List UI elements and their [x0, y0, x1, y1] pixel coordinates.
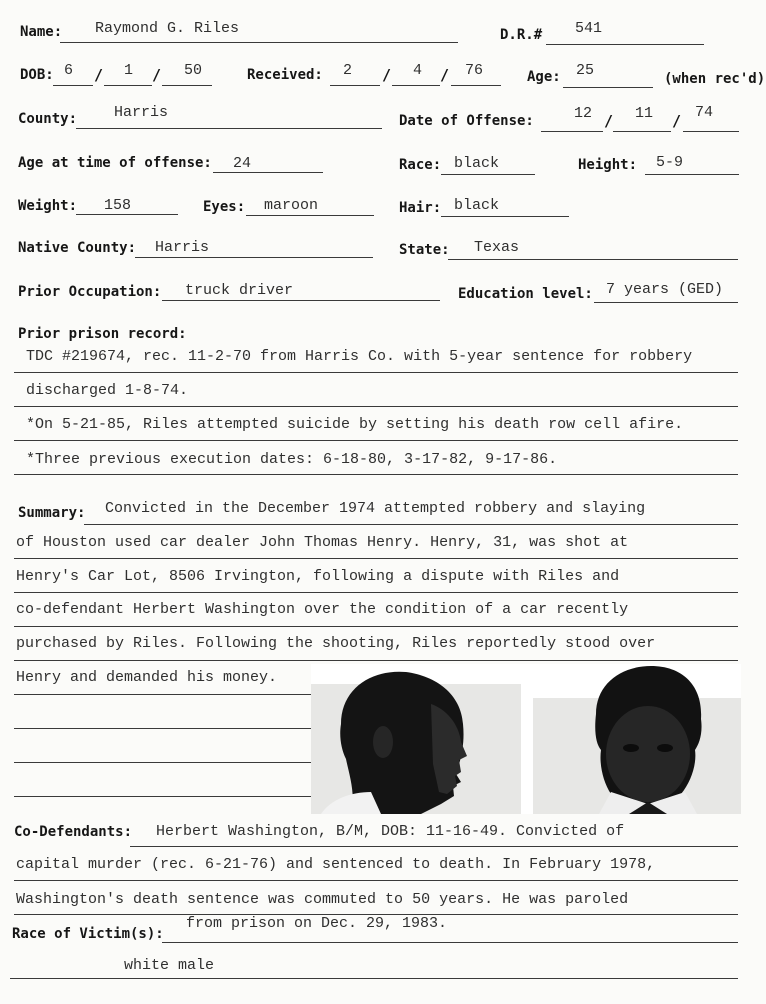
- race-of-victims-rule: [162, 942, 738, 943]
- prior-prison-record-label: Prior prison record:: [18, 326, 187, 342]
- co-defendants-label: Co-Defendants:: [14, 824, 133, 840]
- date-separator: /: [94, 66, 104, 84]
- dob-label: DOB:: [20, 67, 54, 83]
- offense-month-value: 12: [574, 105, 593, 122]
- prior-record-rule: [14, 474, 738, 475]
- received-label: Received:: [247, 67, 323, 83]
- summary-rule: [14, 592, 738, 593]
- summary-line: Henry's Car Lot, 8506 Irvington, following a dispute with Riles and: [16, 568, 620, 585]
- profile-mugshot: [321, 672, 467, 814]
- summary-rule: [14, 558, 738, 559]
- age-at-offense-label: Age at time of offense:: [18, 155, 212, 171]
- race-of-victims-rule: [10, 978, 738, 979]
- summary-rule: [14, 728, 314, 729]
- prior-record-rule: [14, 372, 738, 373]
- education-level-label: Education level:: [458, 286, 593, 302]
- age-at-offense-underline: [213, 172, 323, 173]
- prior-record-line: TDC #219674, rec. 11-2-70 from Harris Co. with 5-year sentence for robbery: [26, 348, 693, 365]
- offense-day-value: 11: [635, 105, 654, 122]
- received-month-underline: [330, 85, 380, 86]
- race-of-victims-label: Race of Victim(s):: [12, 926, 164, 942]
- received-day-value: 4: [413, 62, 423, 79]
- summary-rule: [14, 660, 738, 661]
- co-defendant-rule: [130, 846, 738, 847]
- height-underline: [645, 174, 739, 175]
- prior-record-rule: [14, 440, 738, 441]
- dob-day-value: 1: [124, 62, 134, 79]
- weight-value: 158: [104, 197, 132, 214]
- co-defendant-line: Washington's death sentence was commuted to 50 years. He was paroled: [16, 891, 629, 908]
- received-year-value: 76: [465, 62, 484, 79]
- education-level-value: 7 years (GED): [606, 281, 724, 298]
- co-defendant-line: Herbert Washington, B/M, DOB: 11-16-49. Convicted of: [156, 823, 625, 840]
- prior-record-line: *Three previous execution dates: 6-18-80, 3-17-82, 9-17-86.: [26, 451, 558, 468]
- name-label: Name:: [20, 24, 63, 40]
- dob-year-value: 50: [184, 62, 203, 79]
- co-defendant-rule: [14, 880, 738, 881]
- summary-label: Summary:: [18, 505, 86, 521]
- date-separator: /: [152, 66, 162, 84]
- dob-month-underline: [53, 85, 93, 86]
- eyes-label: Eyes:: [203, 199, 246, 215]
- dob-month-value: 6: [64, 62, 74, 79]
- offense-year-value: 74: [695, 104, 714, 121]
- native-county-underline: [135, 257, 373, 258]
- date-of-offense-label: Date of Offense:: [399, 113, 534, 129]
- hair-underline: [441, 216, 569, 217]
- weight-underline: [76, 214, 178, 215]
- native-county-label: Native County:: [18, 240, 137, 256]
- prior-occupation-value: truck driver: [185, 282, 294, 299]
- prior-record-rule: [14, 406, 738, 407]
- summary-rule: [14, 626, 738, 627]
- offense-month-underline: [541, 131, 603, 132]
- eyes-value: maroon: [264, 197, 319, 214]
- eyes-underline: [246, 215, 374, 216]
- education-level-underline: [594, 302, 738, 303]
- age-value: 25: [576, 62, 595, 79]
- race-underline: [441, 174, 535, 175]
- mugshot-photos: [311, 664, 741, 814]
- county-value: Harris: [114, 104, 169, 121]
- age-label: Age:: [527, 69, 561, 85]
- date-separator: /: [604, 112, 614, 130]
- height-value: 5-9: [656, 154, 684, 171]
- state-underline: [448, 259, 738, 260]
- co-defendant-line: capital murder (rec. 6-21-76) and sentenced to death. In February 1978,: [16, 856, 656, 873]
- offense-day-underline: [613, 131, 671, 132]
- summary-line: purchased by Riles. Following the shooting, Riles reportedly stood over: [16, 635, 656, 652]
- dr-number-value: 541: [575, 20, 603, 37]
- prior-occupation-label: Prior Occupation:: [18, 284, 162, 300]
- date-separator: /: [672, 112, 682, 130]
- hair-value: black: [454, 197, 500, 214]
- race-of-victims-value: white male: [124, 957, 215, 974]
- summary-line: of Houston used car dealer John Thomas Henry. Henry, 31, was shot at: [16, 534, 629, 551]
- summary-rule: [14, 694, 314, 695]
- state-label: State:: [399, 242, 450, 258]
- co-defendant-line: from prison on Dec. 29, 1983.: [186, 915, 448, 932]
- dob-year-underline: [162, 85, 212, 86]
- offense-year-underline: [683, 131, 739, 132]
- prior-record-line: discharged 1-8-74.: [26, 382, 189, 399]
- state-value: Texas: [474, 239, 520, 256]
- summary-line: co-defendant Herbert Washington over the condition of a car recently: [16, 601, 629, 618]
- received-day-underline: [392, 85, 440, 86]
- summary-rule: [14, 762, 314, 763]
- when-received-note: (when rec'd): [664, 71, 766, 87]
- native-county-value: Harris: [155, 239, 210, 256]
- frontal-mugshot: [595, 666, 701, 814]
- summary-line: Henry and demanded his money.: [16, 669, 278, 686]
- name-value: Raymond G. Riles: [95, 20, 240, 37]
- dob-day-underline: [104, 85, 152, 86]
- date-separator: /: [382, 66, 392, 84]
- date-separator: /: [440, 66, 450, 84]
- county-label: County:: [18, 111, 78, 127]
- age-underline: [563, 87, 653, 88]
- race-value: black: [454, 155, 500, 172]
- age-at-offense-value: 24: [233, 155, 252, 172]
- mugshot-image: [311, 664, 741, 814]
- dr-number-label: D.R.#: [500, 27, 543, 43]
- name-underline: [60, 42, 458, 43]
- weight-label: Weight:: [18, 198, 78, 214]
- received-year-underline: [451, 85, 501, 86]
- height-label: Height:: [578, 157, 638, 173]
- hair-label: Hair:: [399, 200, 442, 216]
- received-month-value: 2: [343, 62, 353, 79]
- summary-rule: [14, 796, 314, 797]
- race-label: Race:: [399, 157, 442, 173]
- county-underline: [76, 128, 382, 129]
- dr-number-underline: [546, 44, 704, 45]
- prior-occupation-underline: [162, 300, 440, 301]
- summary-rule: [84, 524, 738, 525]
- prior-record-line: *On 5-21-85, Riles attempted suicide by setting his death row cell afire.: [26, 416, 684, 433]
- summary-line: Convicted in the December 1974 attempted robbery and slaying: [105, 500, 646, 517]
